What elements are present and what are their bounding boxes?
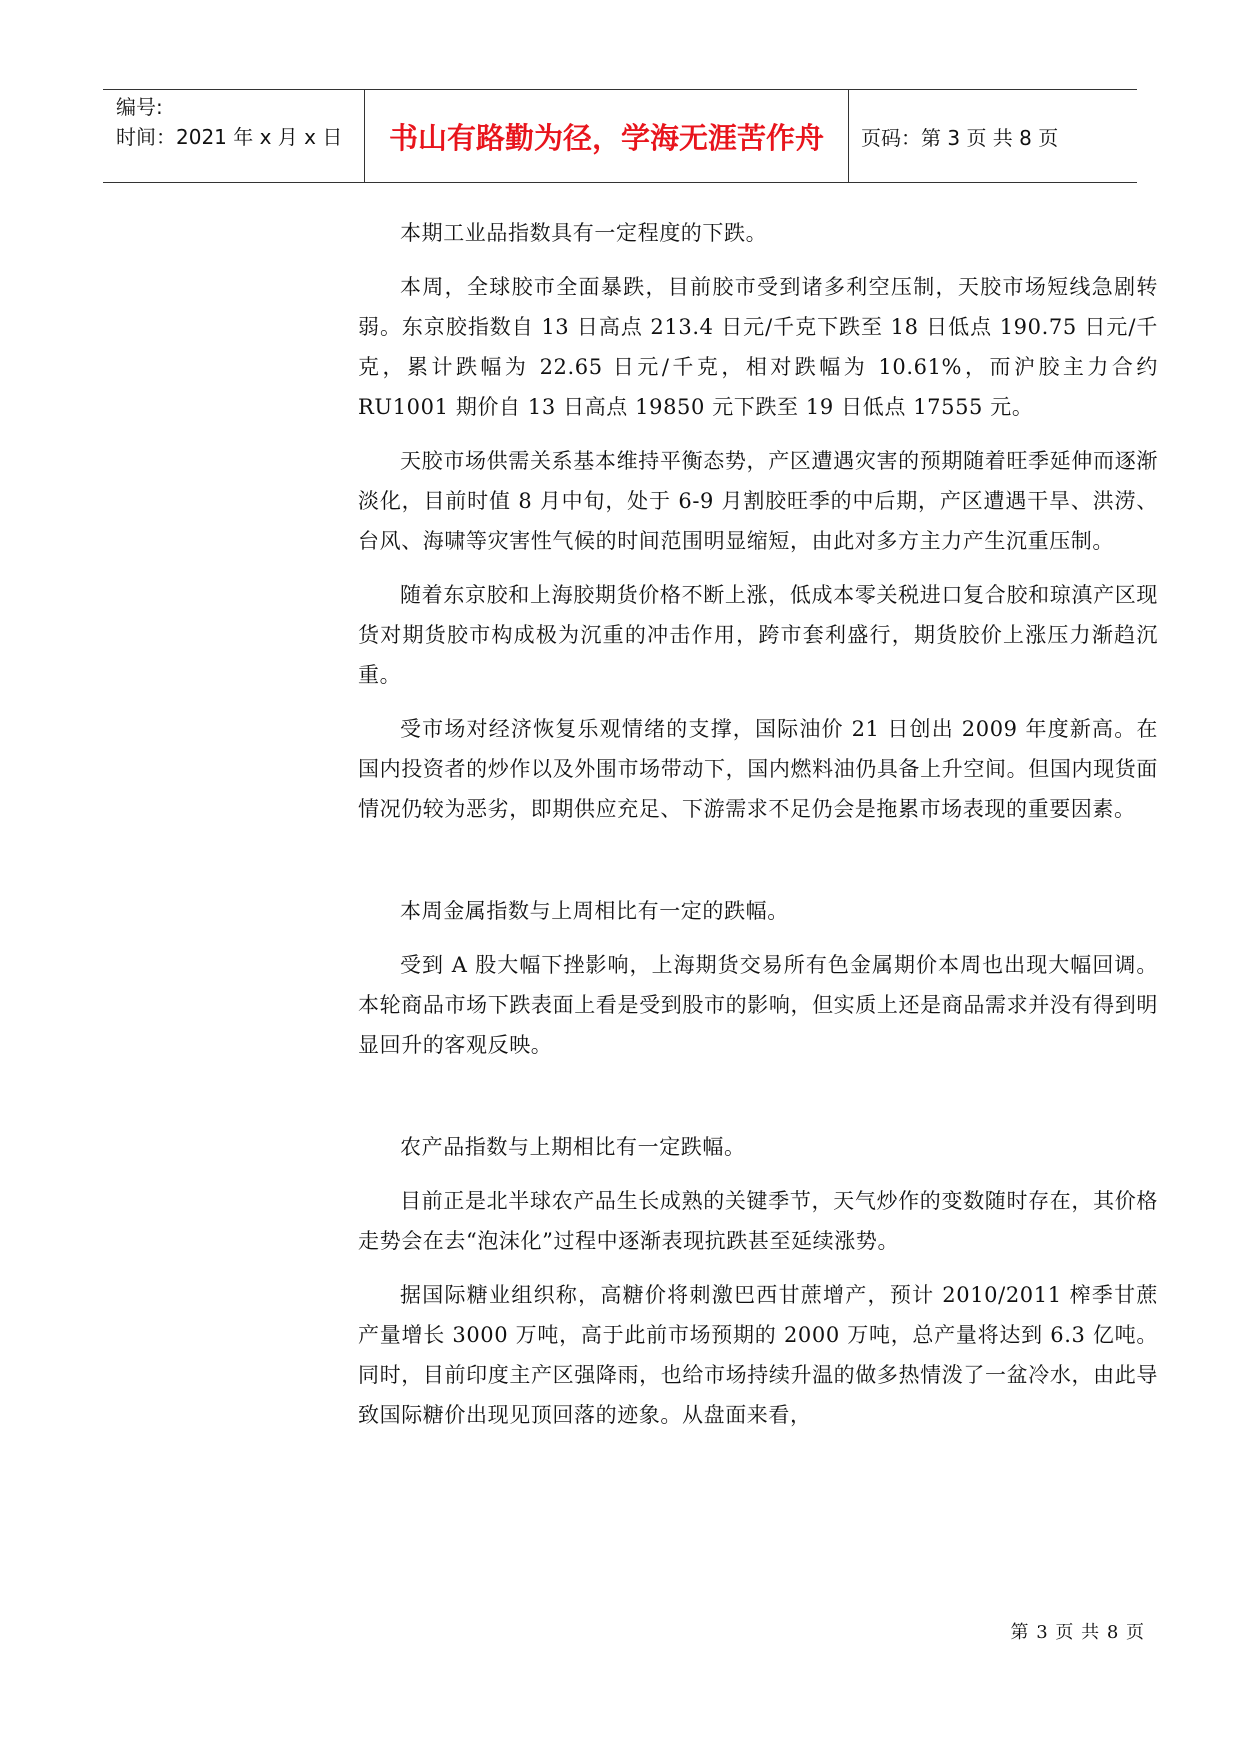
paragraph-rubber-market: 本周，全球胶市全面暴跌，目前胶市受到诸多利空压制，天胶市场短线急剧转弱。东京胶指数自 13 日高点 213.4 日元/千克下跌至 18 日低点 190.75 日元/千克，累计跌幅为 22.65 日元/千克，相对跌幅为 10.61%，而沪胶主力合约 RU1001 期价自 13 日高点 19850 元下跌至 19 日低点 17555 元。 bbox=[358, 275, 1158, 419]
paragraph-rubber-supply: 天胶市场供需关系基本维持平衡态势，产区遭遇灾害的预期随着旺季延伸而逐渐淡化，目前时值 8 月中旬，处于 6-9 月割胶旺季的中后期，产区遭遇干旱、洪涝、台风、海啸等灾害性气候的时间范围明显缩短，由此对多方主力产生沉重压制。 bbox=[358, 449, 1158, 553]
paragraph-metal-summary: 本周金属指数与上周相比有一定的跌幅。 bbox=[400, 899, 789, 923]
paragraph-industrial-summary: 本期工业品指数具有一定程度的下跌。 bbox=[400, 221, 768, 245]
paragraph-rubber-price-pressure: 随着东京胶和上海胶期货价格不断上涨，低成本零关税进口复合胶和琼滇产区现货对期货胶市构成极为沉重的冲击作用，跨市套利盛行，期货胶价上涨压力渐趋沉重。 bbox=[358, 583, 1158, 687]
number-label: 编号: bbox=[116, 95, 163, 119]
page-footer: 第 3 页 共 8 页 bbox=[1010, 1622, 1145, 1643]
document-body bbox=[358, 213, 1158, 1449]
document-header bbox=[103, 89, 1137, 183]
paragraph-agri-summary: 农产品指数与上期相比有一定跌幅。 bbox=[400, 1135, 746, 1159]
paragraph-sugar: 据国际糖业组织称，高糖价将刺激巴西甘蔗增产，预计 2010/2011 榨季甘蔗产量增长 3000 万吨，高于此前市场预期的 2000 万吨，总产量将达到 6.3 亿吨。同时，目前印度主产区强降雨，也给市场持续升温的做多热情泼了一盆冷水，由此导致国际糖价出现见顶回落的迹象。从盘面来看， bbox=[358, 1283, 1158, 1427]
paragraph-metal-detail: 受到 A 股大幅下挫影响，上海期货交易所有色金属期价本周也出现大幅回调。本轮商品市场下跌表面上看是受到股市的影响，但实质上还是商品需求并没有得到明显回升的客观反映。 bbox=[358, 953, 1158, 1057]
paragraph-oil-price: 受市场对经济恢复乐观情绪的支撑，国际油价 21 日创出 2009 年度新高。在国内投资者的炒作以及外围市场带动下，国内燃料油仍具备上升空间。但国内现货面情况仍较为恶劣，即期供应充足、下游需求不足仍会是拖累市场表现的重要因素。 bbox=[358, 717, 1158, 821]
time-label: 时间：2021 年 x 月 x 日 bbox=[116, 125, 343, 149]
header-page-code: 页码：第 3 页 共 8 页 bbox=[861, 125, 1059, 150]
header-meta bbox=[116, 92, 356, 152]
header-motto: 书山有路勤为径，学海无涯苦作舟 bbox=[388, 120, 824, 155]
header-divider bbox=[848, 90, 849, 182]
paragraph-agri-weather: 目前正是北半球农产品生长成熟的关键季节，天气炒作的变数随时存在，其价格走势会在去“泡沫化”过程中逐渐表现抗跌甚至延续涨势。 bbox=[358, 1189, 1158, 1253]
